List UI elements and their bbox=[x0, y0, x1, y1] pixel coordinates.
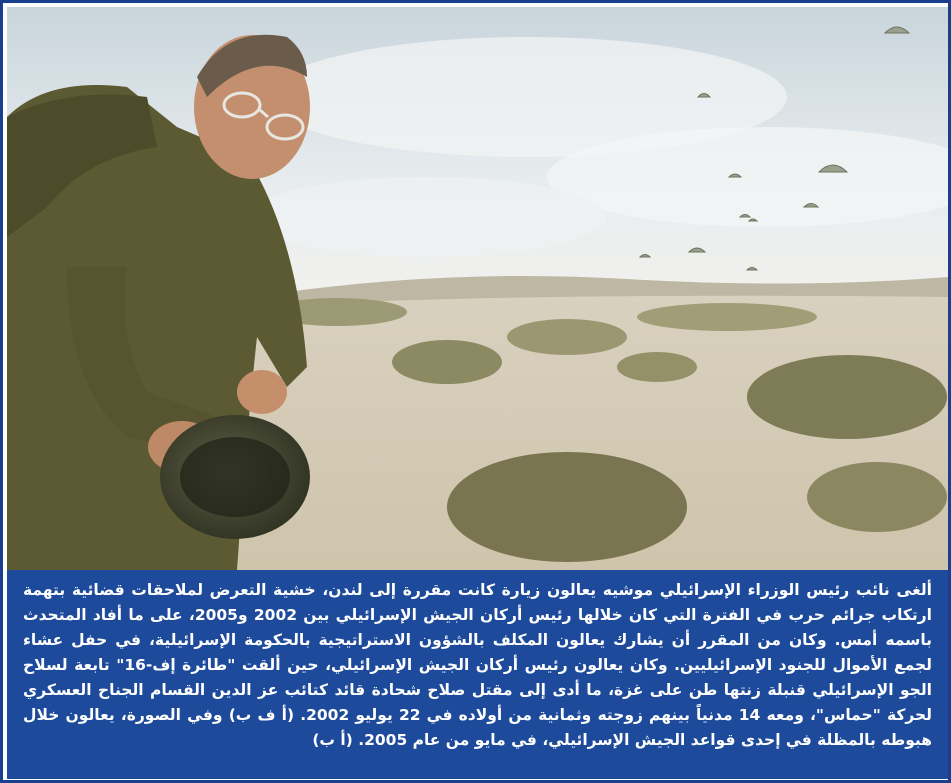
news-photo bbox=[7, 7, 948, 570]
photo-illustration bbox=[7, 7, 948, 570]
photo-caption bbox=[7, 570, 948, 779]
caption-text: ألغى نائب رئيس الوزراء الإسرائيلي موشيه يعالون زيارة كانت مقررة إلى لندن، خشية التعرض لملاحقات قضائية بتهمة ارتكاب جرائم حرب في الفترة التي كان خلالها رئيس أركان الجيش الإسرائيلي بين 2002 و2005، على ما أفاد المتحدث باسمه أمس. وكان من المقرر أن يشارك يعالون المكلف بالشؤون الاستراتيجية بالحكومة الإسرائيلية، في حفل عشاء لجمع الأموال للجنود الإسرائيليين. وكان يعالون رئيس أركان الجيش الإسرائيلي، حين ألقت "طائرة إف-16" تابعة لسلاح الجو الإسرائيلي قنبلة زنتها طن على غزة، ما أدى إلى مقتل صلاح شحادة قائد كتائب عز الدين القسام الجناح العسكري لحركة "حماس"، ومعه 14 مدنياً بينهم زوجته وثمانية من أولاده في 22 يوليو 2002. (أ ف ب) وفي الصورة، يعالون خلال هبوطه بالمظلة في إحدى قواعد الجيش الإسرائيلي، في مايو من عام 2005. (أ ب) bbox=[23, 581, 932, 749]
soldier bbox=[7, 35, 310, 570]
